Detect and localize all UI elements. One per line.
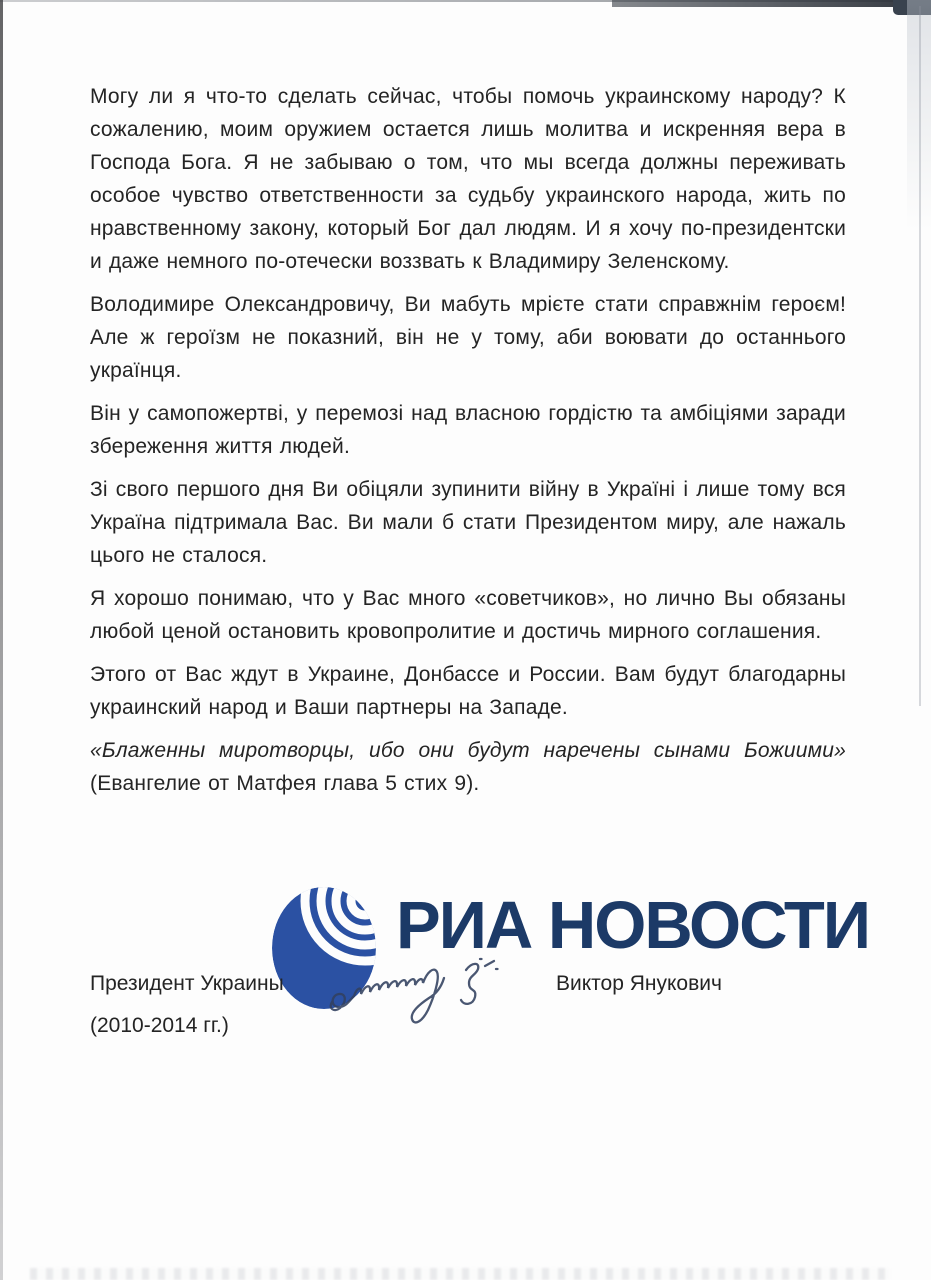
ria-novosti-wordmark: РИА НОВОСТИ bbox=[396, 888, 869, 963]
signer-name: Виктор Янукович bbox=[556, 972, 722, 995]
letter-body bbox=[90, 80, 846, 810]
bible-quote-italic: «Блаженны миротворцы, ибо они будут наречены сынами Божиими» bbox=[90, 739, 846, 762]
bible-quote-citation: (Евангелие от Матфея глава 5 стих 9). bbox=[90, 772, 480, 795]
scan-artifact-right-line bbox=[919, 6, 921, 706]
letter-paragraph-3: Він у самопожертві, у перемозі над власною гордістю та амбіціями заради збереження життя людей. bbox=[90, 402, 846, 458]
scan-artifact-bottom-noise bbox=[30, 1268, 890, 1280]
signature-icon bbox=[328, 952, 538, 1030]
letter-paragraph-4: Зі свого першого дня Ви обіцяли зупинити війну в Україні і лише тому вся Україна підтримала Вас. Ви мали б стати Президентом миру, але нажаль цього не сталося. bbox=[90, 478, 846, 567]
signer-years: (2010-2014 гг.) bbox=[90, 1014, 229, 1037]
letter-paragraph-6: Этого от Вас ждут в Украине, Донбассе и России. Вам будут благодарны украинский народ и Ваши партнеры на Западе. bbox=[90, 663, 846, 719]
letter-quote-paragraph bbox=[90, 734, 846, 800]
letter-paragraph-2: Володимире Олександровичу, Ви мабуть мрієте стати справжнім героєм! Але ж героїзм не показний, він не у тому, аби воювати до останнього українця. bbox=[90, 293, 846, 382]
letter-paragraph-5: Я хорошо понимаю, что у Вас много «советчиков», но лично Вы обязаны любой ценой остановить кровопролитие и достичь мирного соглашения. bbox=[90, 587, 846, 643]
scan-artifact-top-strip bbox=[612, 0, 908, 7]
signer-role: Президент Украины bbox=[90, 972, 284, 995]
scan-artifact-left-edge bbox=[0, 0, 3, 1280]
letter-paragraph-1: Могу ли я что-то сделать сейчас, чтобы помочь украинскому народу? К сожалению, моим оружием остается лишь молитва и искренняя вера в Господа Бога. Я не забываю о том, что мы всегда должны переживать особое чувство ответственности за судьбу украинского народа, жить по нравственному закону, который Бог дал людям. И я хочу по-президентски и даже немного по-отечески воззвать к Владимиру Зеленскому. bbox=[90, 85, 846, 273]
